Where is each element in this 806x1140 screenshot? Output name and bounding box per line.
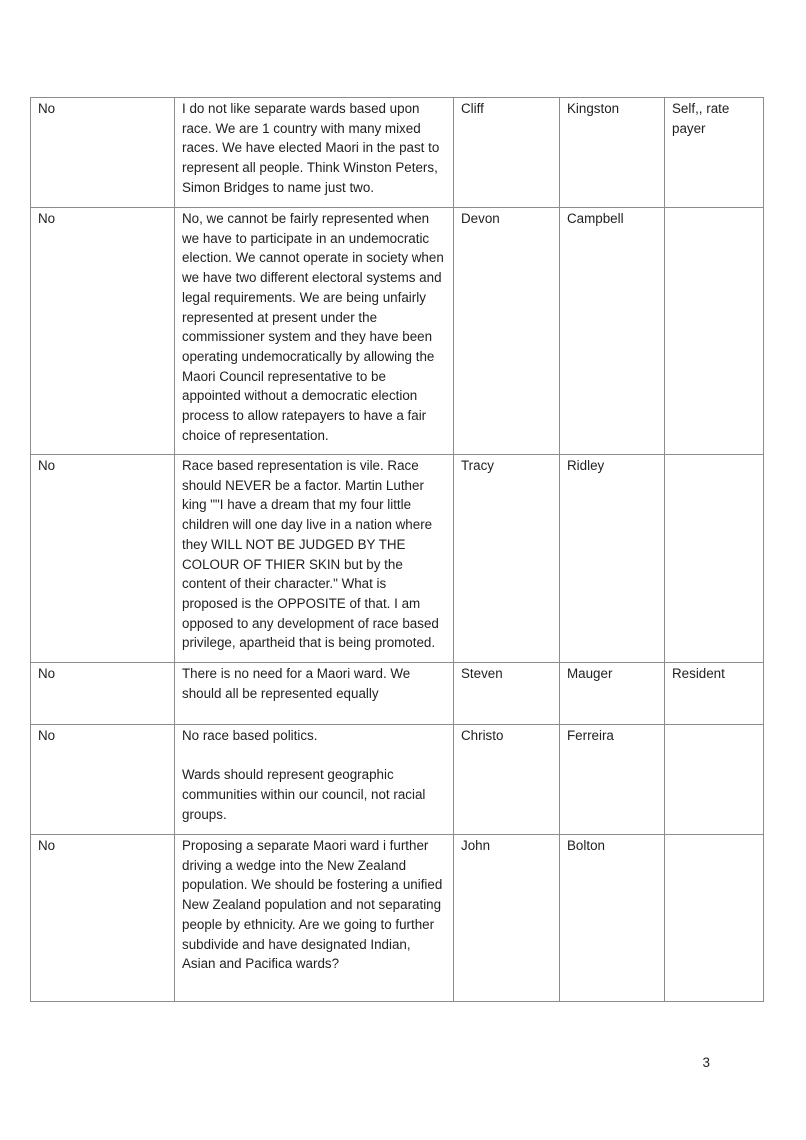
comment-cell [175, 455, 454, 663]
vote-cell: No [31, 663, 175, 725]
vote-cell: No [31, 455, 175, 663]
table-row [31, 725, 764, 835]
first-name-cell: Christo [454, 725, 560, 835]
comment-cell [175, 725, 454, 835]
table-row [31, 208, 764, 455]
vote-cell: No [31, 98, 175, 208]
comment-paragraph: No race based politics. [182, 728, 318, 743]
vote-cell: No [31, 835, 175, 1002]
first-name-cell: Steven [454, 663, 560, 725]
comment-cell [175, 835, 454, 1002]
vote-cell: No [31, 208, 175, 455]
role-cell: Self,, rate payer [665, 98, 764, 208]
role-cell [665, 208, 764, 455]
comment-paragraph: I do not like separate wards based upon race. We are 1 country with many mixed races. We have elected Maori in the past to represent all people. Think Winston Peters, Simon Bridges to name just two. [182, 101, 440, 195]
vote-cell: No [31, 725, 175, 835]
table-row [31, 455, 764, 663]
last-name-cell: Ferreira [560, 725, 665, 835]
table-row [31, 98, 764, 208]
last-name-cell: Ridley [560, 455, 665, 663]
comment-paragraph: Wards should represent geographic communities within our council, not racial groups. [182, 767, 426, 822]
last-name-cell: Kingston [560, 98, 665, 208]
table-row [31, 663, 764, 725]
comment-cell [175, 663, 454, 725]
comment-paragraph: Proposing a separate Maori ward i further driving a wedge into the New Zealand population. We should be fostering a unified New Zealand population and not separating people by ethnicity. Are we going to further subdivide and have designated Indian, Asian and Pacifica wards? [182, 838, 443, 972]
last-name-cell: Campbell [560, 208, 665, 455]
table-row [31, 835, 764, 1002]
role-cell [665, 455, 764, 663]
last-name-cell: Bolton [560, 835, 665, 1002]
comment-cell [175, 208, 454, 455]
role-cell [665, 725, 764, 835]
submissions-table [30, 97, 764, 1002]
first-name-cell: Cliff [454, 98, 560, 208]
submissions-table-body [31, 98, 764, 1002]
comment-paragraph: There is no need for a Maori ward. We should all be represented equally [182, 666, 411, 701]
comment-paragraph: No, we cannot be fairly represented when we have to participate in an undemocratic election. We cannot operate in society when we have two different electoral systems and legal requirements. We are being unfairly represented at present under the commissioner system and they have been operating undemocratically by allowing the Maori Council representative to be appointed without a democratic election process to allow ratepayers to have a fair choice of representation. [182, 211, 444, 443]
comment-paragraph: Race based representation is vile. Race should NEVER be a factor. Martin Luther king ""I have a dream that my four little children will one day live in a nation where they WILL NOT BE JUDGED BY THE COLOUR OF THIER SKIN but by the content of their character." What is proposed is the OPPOSITE of that. I am opposed to any development of race based privilege, apartheid that is being promoted. [182, 458, 439, 651]
role-cell [665, 835, 764, 1002]
first-name-cell: Devon [454, 208, 560, 455]
first-name-cell: Tracy [454, 455, 560, 663]
last-name-cell: Mauger [560, 663, 665, 725]
page-number: 3 [702, 1055, 710, 1070]
role-cell: Resident [665, 663, 764, 725]
first-name-cell: John [454, 835, 560, 1002]
comment-cell [175, 98, 454, 208]
